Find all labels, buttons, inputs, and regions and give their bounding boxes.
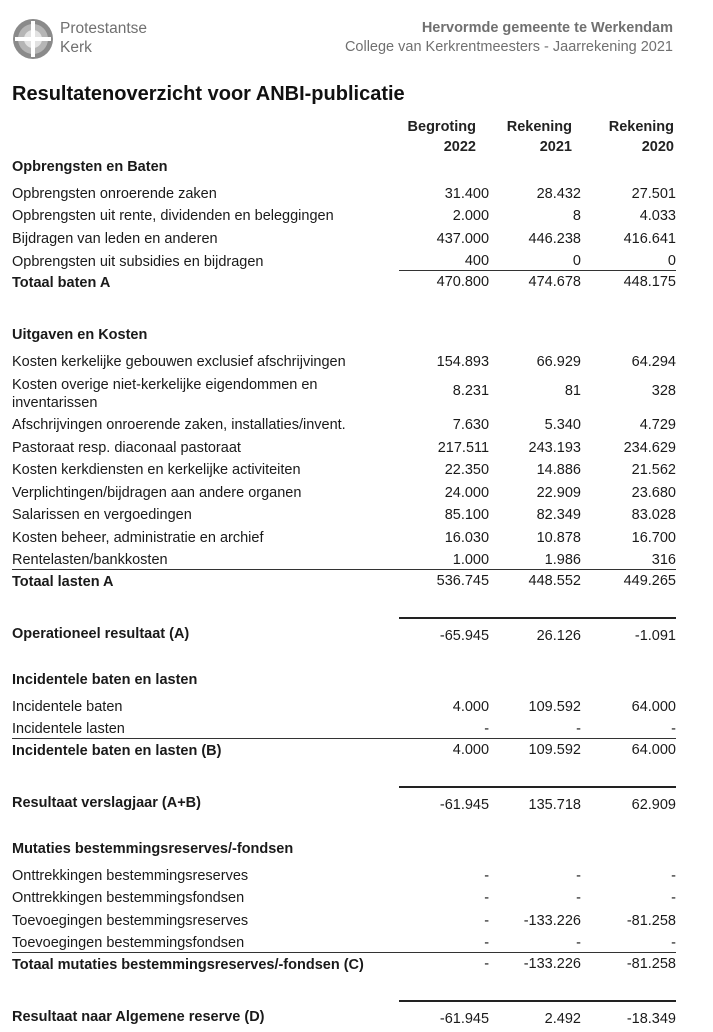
value-rekening-2020: 328 (651, 382, 676, 399)
value-rekening-2020: 64.000 (581, 739, 676, 765)
value-rekening-2020: 64.294 (631, 353, 676, 370)
row-label: Incidentele lasten (12, 721, 125, 737)
value-begroting-2022: 24.000 (444, 484, 490, 501)
table-row (12, 862, 676, 885)
row-label: Opbrengsten uit subsidies en bijdragen (12, 253, 264, 270)
result-row (12, 1001, 676, 1032)
subtotal-row (12, 953, 676, 979)
column-header-year: 2020 (641, 139, 674, 155)
value-rekening-2020: 62.909 (581, 787, 676, 818)
section-heading: Opbrengsten en Baten (12, 159, 168, 175)
document-header (0, 0, 713, 70)
value-begroting-2022: -61.945 (399, 787, 489, 818)
value-rekening-2021: 109.592 (489, 739, 581, 765)
value-rekening-2021: 1.986 (544, 552, 581, 568)
table-row (12, 479, 676, 502)
column-header-label: Begroting (407, 119, 476, 135)
value-rekening-2021: 474.678 (489, 271, 581, 297)
table-row (12, 180, 676, 203)
value-rekening-2021: - (576, 867, 581, 884)
subtotal-row (12, 570, 676, 596)
table-row (12, 412, 676, 435)
value-begroting-2022: - (484, 867, 490, 884)
column-header-label: Rekening (608, 119, 674, 135)
section-heading-row (12, 150, 676, 180)
value-rekening-2021: 135.718 (489, 787, 581, 818)
value-rekening-2021: 8 (572, 208, 581, 224)
result-label: Resultaat naar Algemene reserve (D) (12, 1008, 265, 1025)
value-begroting-2022: 470.800 (399, 271, 489, 297)
value-begroting-2022: - (399, 953, 489, 979)
value-begroting-2022: 31.400 (444, 185, 490, 202)
column-header-year: 2022 (443, 139, 476, 155)
value-begroting-2022: 154.893 (436, 353, 490, 370)
value-rekening-2020: - (671, 721, 676, 737)
section-heading: Uitgaven en Kosten (12, 327, 148, 343)
value-rekening-2020: 416.641 (623, 230, 676, 247)
organisation-name: Hervormde gemeente te Werkendam (421, 20, 673, 36)
value-rekening-2021: 66.929 (536, 353, 581, 370)
subtotal-row (12, 739, 676, 765)
value-rekening-2020: 0 (667, 253, 676, 269)
table-row (12, 434, 676, 457)
row-label: Kosten kerkdiensten en kerkelijke activiteiten (12, 462, 301, 478)
table-row (12, 248, 676, 271)
row-label: Toevoegingen bestemmingsfondsen (12, 935, 245, 951)
section-heading-row (12, 663, 676, 693)
value-rekening-2021: 14.886 (536, 462, 581, 478)
table-row (12, 930, 676, 953)
value-rekening-2021: 5.340 (544, 417, 581, 433)
value-begroting-2022: 1.000 (452, 552, 490, 568)
table-row (12, 371, 676, 412)
subtotal-label: Totaal mutaties bestemmingsreserves/-fondsen (C) (12, 953, 399, 979)
value-rekening-2020: 4.033 (639, 208, 676, 224)
value-rekening-2020: 234.629 (623, 439, 676, 456)
row-label: Pastoraat resp. diaconaal pastoraat (12, 439, 241, 456)
value-rekening-2021: 22.909 (536, 484, 581, 501)
value-rekening-2020: 316 (651, 552, 676, 568)
page-title: Resultatenoverzicht voor ANBI-publicatie (12, 83, 405, 105)
value-rekening-2021: - (576, 721, 581, 737)
value-begroting-2022: 536.745 (399, 570, 489, 596)
value-rekening-2021: 448.552 (489, 570, 581, 596)
table-row (12, 547, 676, 570)
result-label: Operationeel resultaat (A) (12, 625, 190, 642)
row-label: Incidentele baten (12, 698, 123, 715)
value-begroting-2022: -65.945 (399, 618, 489, 649)
protestantse-kerk-logo-icon (12, 18, 54, 60)
value-rekening-2020: 16.700 (631, 529, 676, 546)
results-table (12, 150, 676, 1032)
organisation-info (345, 19, 673, 57)
value-rekening-2021: 2.492 (489, 1001, 581, 1032)
value-rekening-2021: 26.126 (489, 618, 581, 649)
row-label: Salarissen en vergoedingen (12, 507, 192, 523)
value-rekening-2021: 82.349 (536, 507, 581, 523)
section-heading: Incidentele baten en lasten (12, 672, 198, 688)
row-label: Verplichtingen/bijdragen aan andere organen (12, 484, 302, 501)
table-row (12, 907, 676, 930)
value-rekening-2021: 0 (572, 253, 581, 269)
value-rekening-2020: -1.091 (581, 618, 676, 649)
value-begroting-2022: 4.000 (399, 739, 489, 765)
value-rekening-2020: 23.680 (631, 484, 676, 501)
value-begroting-2022: 437.000 (436, 230, 490, 247)
row-label: Kosten beheer, administratie en archief (12, 529, 264, 546)
value-rekening-2020: 449.265 (581, 570, 676, 596)
value-rekening-2020: -81.258 (626, 912, 676, 929)
row-label: Onttrekkingen bestemmingsfondsen (12, 890, 245, 906)
table-row (12, 457, 676, 480)
value-rekening-2021: 243.193 (528, 439, 581, 456)
value-begroting-2022: 400 (464, 253, 490, 269)
result-row (12, 618, 676, 649)
table-row (12, 502, 676, 525)
spacer-row (12, 649, 676, 663)
value-begroting-2022: 22.350 (444, 462, 490, 478)
spacer-row (12, 818, 676, 832)
row-label: Toevoegingen bestemmingsreserves (12, 912, 249, 929)
table-row (12, 716, 676, 739)
section-heading-row (12, 318, 676, 348)
value-begroting-2022: -61.945 (399, 1001, 489, 1032)
value-rekening-2021: 109.592 (528, 698, 581, 715)
table-row (12, 885, 676, 908)
table-row (12, 693, 676, 716)
value-rekening-2021: -133.226 (489, 953, 581, 979)
brand-line-1: Protestantse (60, 20, 148, 37)
value-begroting-2022: 2.000 (452, 208, 490, 224)
subtotal-row (12, 271, 676, 297)
result-row (12, 787, 676, 818)
result-label: Resultaat verslagjaar (A+B) (12, 794, 201, 811)
row-label: Kosten overige niet-kerkelijke eigendommen en inventarissen (12, 376, 318, 411)
spacer-row (12, 978, 676, 1001)
spacer-row (12, 296, 676, 318)
row-label: Rentelasten/bankkosten (12, 552, 168, 568)
value-rekening-2020: 4.729 (639, 417, 676, 433)
value-rekening-2020: 21.562 (631, 462, 676, 478)
table-row (12, 225, 676, 248)
value-begroting-2022: - (484, 721, 490, 737)
document-subtitle: College van Kerkrentmeesters - Jaarrekening 2021 (344, 39, 673, 55)
value-rekening-2020: 64.000 (631, 698, 676, 715)
table-row (12, 524, 676, 547)
row-label: Opbrengsten uit rente, dividenden en beleggingen (12, 208, 334, 224)
section-heading: Mutaties bestemmingsreserves/-fondsen (12, 841, 294, 857)
value-begroting-2022: - (484, 890, 490, 906)
row-label: Afschrijvingen onroerende zaken, installaties/invent. (12, 417, 346, 433)
row-label: Opbrengsten onroerende zaken (12, 185, 217, 202)
value-rekening-2020: 83.028 (631, 507, 676, 523)
row-label: Onttrekkingen bestemmingsreserves (12, 867, 249, 884)
value-rekening-2020: - (671, 890, 676, 906)
value-begroting-2022: - (484, 935, 490, 951)
value-rekening-2020: -81.258 (581, 953, 676, 979)
value-rekening-2021: - (576, 890, 581, 906)
row-label: Kosten kerkelijke gebouwen exclusief afschrijvingen (12, 353, 346, 370)
subtotal-label: Incidentele baten en lasten (B) (12, 739, 399, 765)
value-rekening-2021: 446.238 (528, 230, 581, 247)
value-begroting-2022: 4.000 (452, 698, 490, 715)
brand-line-2: Kerk (60, 39, 92, 56)
value-rekening-2020: - (671, 935, 676, 951)
value-begroting-2022: 16.030 (444, 529, 490, 546)
value-begroting-2022: 85.100 (444, 507, 490, 523)
value-begroting-2022: 7.630 (452, 417, 490, 433)
value-rekening-2020: - (671, 867, 676, 884)
spacer-row (12, 764, 676, 787)
value-rekening-2021: 81 (564, 382, 581, 399)
value-rekening-2021: - (576, 935, 581, 951)
column-header-year: 2021 (539, 139, 572, 155)
value-rekening-2020: -18.349 (581, 1001, 676, 1032)
value-rekening-2020: 448.175 (581, 271, 676, 297)
subtotal-label: Totaal baten A (12, 274, 111, 291)
value-begroting-2022: 217.511 (437, 439, 490, 456)
subtotal-label: Totaal lasten A (12, 570, 399, 596)
value-begroting-2022: - (484, 912, 490, 929)
value-rekening-2021: 28.432 (536, 185, 581, 202)
value-rekening-2021: 10.878 (536, 529, 581, 546)
value-begroting-2022: 8.231 (452, 382, 490, 399)
spacer-row (12, 595, 676, 618)
value-rekening-2020: 27.501 (631, 185, 676, 202)
brand-name (60, 19, 147, 57)
table-row (12, 203, 676, 226)
section-heading-row (12, 832, 676, 862)
row-label: Bijdragen van leden en anderen (12, 230, 218, 247)
column-header-label: Rekening (506, 119, 572, 135)
table-row (12, 348, 676, 371)
value-rekening-2021: -133.226 (523, 912, 581, 929)
